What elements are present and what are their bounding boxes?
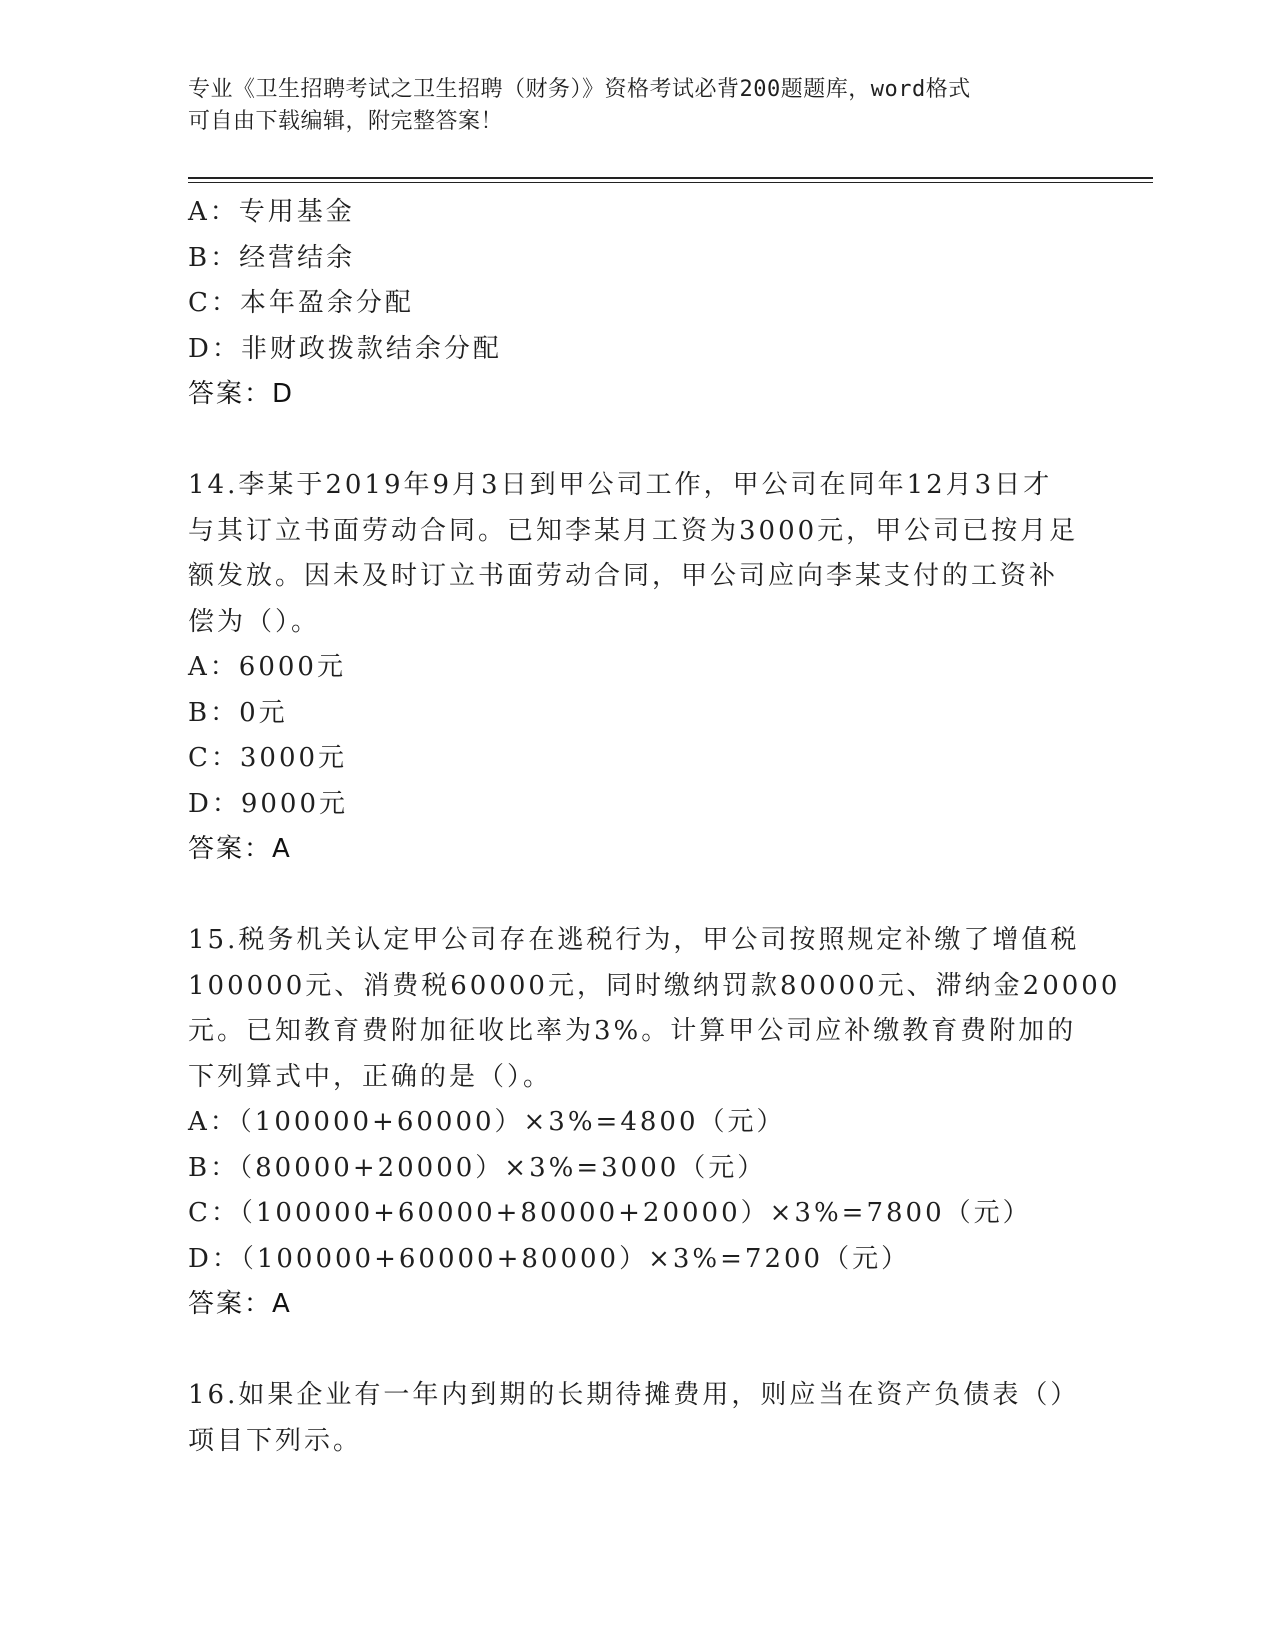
option-b: B：0元 <box>188 697 288 728</box>
stem-line: 元。已知教育费附加征收比率为3%。计算甲公司应补缴教育费附加的 <box>188 1016 1077 1046</box>
option-d: D：非财政拨款结余分配 <box>188 333 502 364</box>
question-stem <box>188 918 1121 1100</box>
question-16 <box>188 1373 1088 1464</box>
answer-line: 答案：D <box>188 379 295 409</box>
question-13 <box>188 190 1088 418</box>
stem-line: 16.如果企业有一年内到期的长期待摊费用，则应当在资产负债表（） <box>188 1380 1080 1410</box>
question-content <box>188 190 1121 1464</box>
answer-line: 答案：A <box>188 834 292 864</box>
option-d: D：9000元 <box>188 788 349 819</box>
option-a: A：6000元 <box>188 652 346 682</box>
stem-line: 额发放。因未及时订立书面劳动合同，甲公司应向李某支付的工资补 <box>188 561 1059 591</box>
document-header <box>188 74 1078 138</box>
option-b: B：经营结余 <box>188 242 356 273</box>
option-b: B：（80000+20000）×3%=3000（元） <box>188 1152 767 1183</box>
header-divider-thick <box>188 177 1153 179</box>
stem-line: 与其订立书面劳动合同。已知李某月工资为3000元，甲公司已按月足 <box>188 515 1079 546</box>
stem-line: 15.税务机关认定甲公司存在逃税行为，甲公司按照规定补缴了增值税 <box>188 925 1080 955</box>
option-c: C：3000元 <box>188 743 348 773</box>
stem-line: 14.李某于2019年9月3日到甲公司工作，甲公司在同年12月3日才 <box>188 470 1053 500</box>
option-c: C：本年盈余分配 <box>188 288 414 318</box>
stem-line: 偿为（）。 <box>188 606 321 637</box>
header-divider-thin <box>188 182 1153 183</box>
option-d: D：（100000+60000+80000）×3%=7200（元） <box>188 1243 911 1274</box>
answer-line: 答案：A <box>188 1289 292 1319</box>
stem-line: 100000元、消费税60000元，同时缴纳罚款80000元、滞纳金20000 <box>188 970 1121 1001</box>
question-stem <box>188 1373 1088 1464</box>
question-14 <box>188 463 1088 873</box>
option-a: A：专用基金 <box>188 197 355 227</box>
question-stem <box>188 463 1088 645</box>
option-c: C：（100000+60000+80000+20000）×3%=7800（元） <box>188 1198 1032 1228</box>
question-15 <box>188 918 1121 1328</box>
stem-line: 项目下列示。 <box>188 1425 363 1456</box>
header-line-2: 可自由下载编辑，附完整答案！ <box>188 109 504 134</box>
option-a: A：（100000+60000）×3%=4800（元） <box>188 1107 786 1137</box>
stem-line: 下列算式中，正确的是（）。 <box>188 1061 553 1092</box>
header-line-1: 专业《卫生招聘考试之卫生招聘（财务）》资格考试必背200题题库，word格式 <box>188 77 971 102</box>
